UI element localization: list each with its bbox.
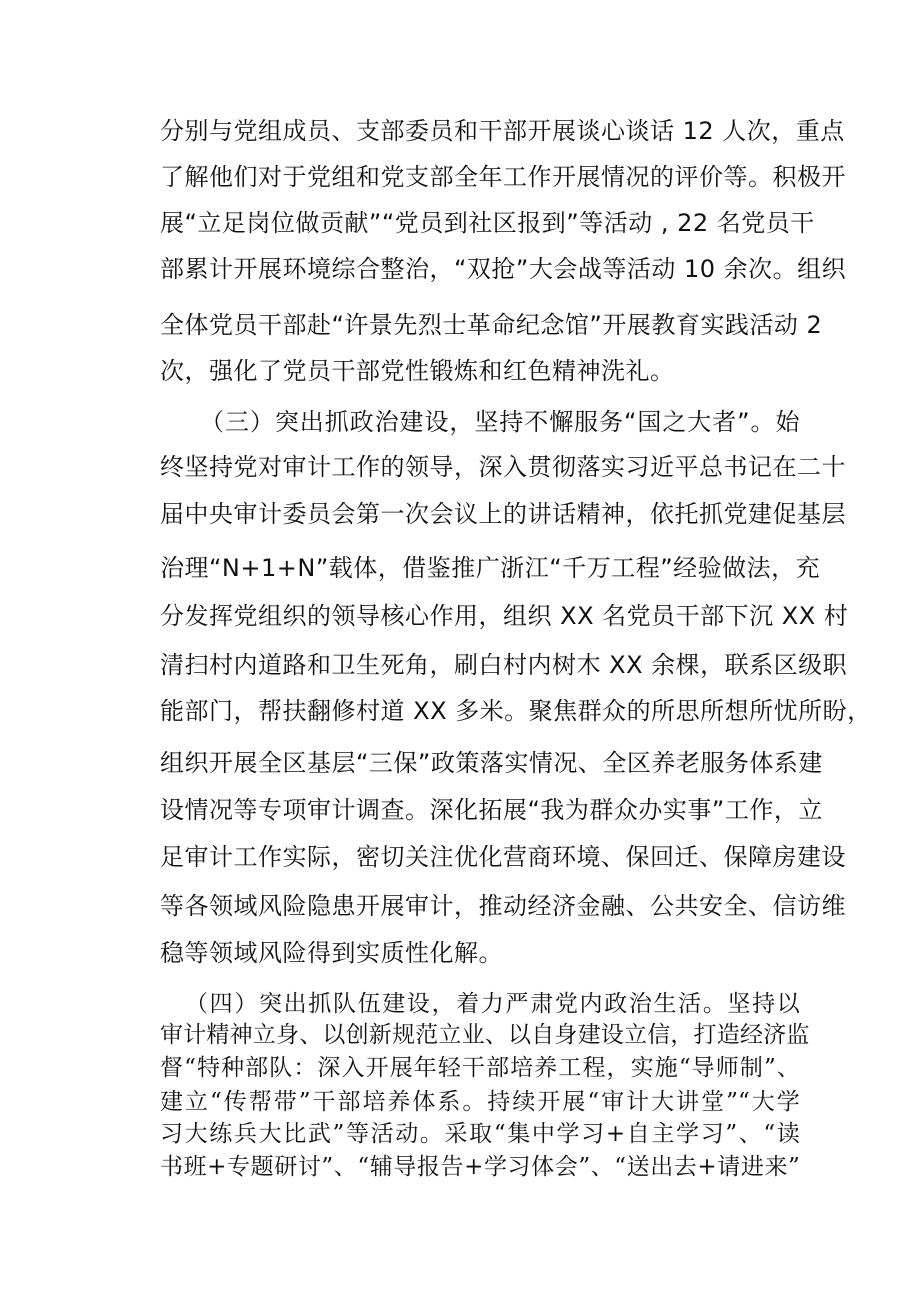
text-line: 等各领域风险隐患开展审计，推动经济金融、公共安全、信访维 xyxy=(160,892,846,920)
text-line: 能部门，帮扶翻修村道 XX 多米。聚焦群众的所思所想所忧所盼， xyxy=(160,697,872,725)
text-line: 督“特种部队：深入开展年轻干部培养工程，实施“导师制”、 xyxy=(160,1055,800,1081)
paragraph-heading-line: （四）突出抓队伍建设，着力严肃党内政治生活。坚持以 xyxy=(185,991,800,1017)
text-line: 届中央审计委员会第一次会议上的讲话精神，依托抓党建促基层 xyxy=(160,500,846,528)
text-line: 设情况等专项审计调查。深化拓展“我为群众办实事”工作，立 xyxy=(160,796,823,824)
text-line: 组织开展全区基层“三保”政策落实情况、全区养老服务体系建 xyxy=(160,749,823,777)
text-line: 清扫村内道路和卫生死角，刷白村内树木 XX 余棵，联系区级职 xyxy=(160,651,848,679)
paragraph-heading-line: （三）突出抓政治建设，坚持不懈服务“国之大者”。始 xyxy=(200,408,800,436)
text-line: 分别与党组成员、支部委员和干部开展谈心谈话 12 人次，重点 xyxy=(160,117,845,145)
text-line: 书班+专题研讨”、“辅导报告+学习体会”、“送出去+请进来” xyxy=(160,1154,800,1180)
text-line: 了解他们对于党组和党支部全年工作开展情况的评价等。积极开 xyxy=(160,163,846,191)
text-line: 展“立足岗位做贡献”“党员到社区报到”等活动 , 22 名党员干 xyxy=(160,209,815,237)
text-line: 习大练兵大比武”等活动。采取“集中学习+自主学习”、“读 xyxy=(160,1121,800,1147)
text-line: 稳等领域风险得到实质性化解。 xyxy=(160,939,503,967)
text-line: 终坚持党对审计工作的领导，深入贯彻落实习近平总书记在二十 xyxy=(160,453,846,481)
text-line: 审计精神立身、以创新规范立业、以自身建设立信，打造经济监 xyxy=(160,1022,810,1048)
text-line: 建立“传帮带”干部培养体系。持续开展“审计大讲堂”“大学 xyxy=(160,1089,800,1115)
text-line: 分发挥党组织的领导核心作用，组织 XX 名党员干部下沉 XX 村 xyxy=(160,602,849,630)
text-line: 治理“N+1+N”载体，借鉴推广浙江“千万工程”经验做法，充 xyxy=(160,554,821,582)
text-line: 次，强化了党员干部党性锻炼和红色精神洗礼。 xyxy=(160,357,675,385)
text-line: 足审计工作实际，密切关注优化营商环境、保回迁、保障房建设 xyxy=(160,843,846,871)
text-line: 全体党员干部赴“许景先烈士革命纪念馆”开展教育实践活动 2 xyxy=(160,311,823,339)
text-line: 部累计开展环境综合整治，“双抢”大会战等活动 10 余次。组织 xyxy=(160,255,847,283)
